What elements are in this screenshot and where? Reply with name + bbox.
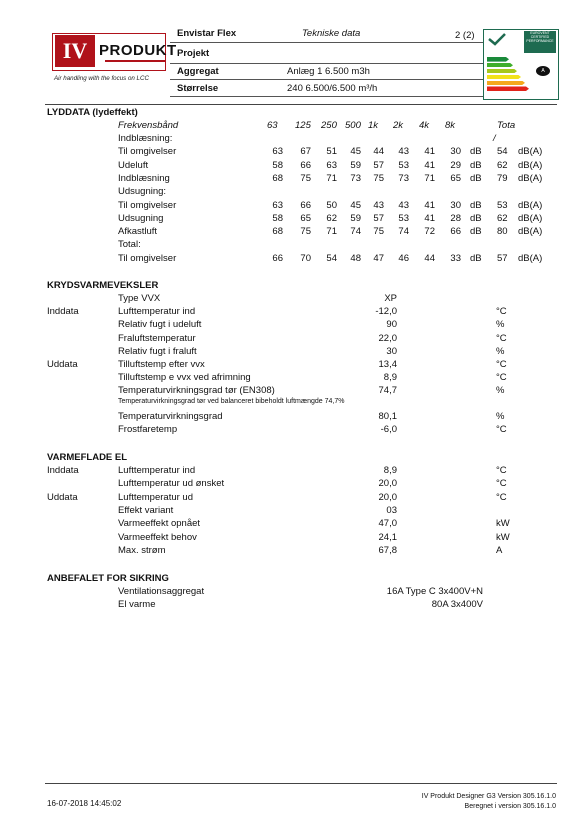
sound-value: 66 xyxy=(272,253,283,264)
sound-value: 62 xyxy=(326,213,337,224)
sound-row-label: Til omgivelser xyxy=(118,253,177,264)
sound-value: 57 xyxy=(373,213,384,224)
row-label: Varmeeffekt opnået xyxy=(118,518,201,529)
sound-value: 41 xyxy=(424,200,435,211)
sound-value: 72 xyxy=(424,226,435,237)
row-label: Fraluftstemperatur xyxy=(118,333,196,344)
row-value: 20,0 xyxy=(378,478,397,489)
row-value: -12,0 xyxy=(375,306,397,317)
row-value: 80,1 xyxy=(378,411,397,422)
header-label-aggregat: Aggregat xyxy=(177,66,219,77)
sound-value: 43 xyxy=(398,200,409,211)
row-unit: kW xyxy=(496,532,510,543)
row-value: 8,9 xyxy=(383,465,397,476)
footer-calc-version: Beregnet i version 305.16.1.0 xyxy=(464,803,556,810)
sound-value: 63 xyxy=(326,160,337,171)
row-label: Temperaturvirkningsgrad tør (EN308) xyxy=(118,385,275,396)
header-rule xyxy=(170,96,515,97)
row-label: Max. strøm xyxy=(118,545,166,556)
sound-value: 59 xyxy=(350,213,361,224)
sound-unit: dB xyxy=(470,213,482,224)
row-unit: kW xyxy=(496,518,510,529)
lyddata-total-slash: / xyxy=(493,133,496,144)
row-unit: °C xyxy=(496,333,507,344)
header-value-storrelse: 240 6.500/6.500 m³/h xyxy=(287,83,378,94)
document-title: Tekniske data xyxy=(302,28,361,39)
row-label: Varmeeffekt behov xyxy=(118,532,197,543)
sound-value: 58 xyxy=(272,213,283,224)
sound-value: 66 xyxy=(300,160,311,171)
eurovent-label: EUROVENT CERTIFIED PERFORMANCE xyxy=(524,31,556,53)
energy-class-badge: A xyxy=(536,66,550,76)
footer-version: IV Produkt Designer G3 Version 305.16.1.0 xyxy=(421,793,556,800)
sound-value: 57 xyxy=(373,160,384,171)
sound-total-unit: dB(A) xyxy=(518,253,543,264)
frequency-band-label: 2k xyxy=(393,120,404,131)
sound-row-label: Udeluft xyxy=(118,160,149,171)
frequency-band-label: 125 xyxy=(295,120,311,131)
sound-row-label: Til omgivelser xyxy=(118,146,177,157)
sound-value: 63 xyxy=(272,200,283,211)
row-value: 8,9 xyxy=(383,372,397,383)
row-label: Tilluftstemp e vvx ved afrimning xyxy=(118,372,251,383)
sound-value: 44 xyxy=(424,253,435,264)
sound-row-label: Indblæsning xyxy=(118,173,170,184)
sound-value: 47 xyxy=(373,253,384,264)
sound-value: 51 xyxy=(326,146,337,157)
sound-value: 30 xyxy=(450,200,461,211)
lyddata-header-label: Frekvensbånd xyxy=(118,120,179,131)
sound-value: 48 xyxy=(350,253,361,264)
row-value: 67,8 xyxy=(378,545,397,556)
sound-value: 43 xyxy=(398,146,409,157)
section-title-lyddata: LYDDATA (lydeffekt) xyxy=(47,107,138,118)
logo-tagline: Air handling with the focus on LCC xyxy=(54,75,149,82)
sound-value: 71 xyxy=(326,173,337,184)
row-label: Type VVX xyxy=(118,293,161,304)
sound-row-label: Udsugning: xyxy=(118,186,167,197)
section-title-varmeflade: VARMEFLADE EL xyxy=(47,452,128,463)
row-label: Lufttemperatur ud ønsket xyxy=(118,478,225,489)
row-unit: °C xyxy=(496,424,507,435)
sound-total: 53 xyxy=(497,200,508,211)
header-label-storrelse: Størrelse xyxy=(177,83,219,94)
row-group-label: Inddata xyxy=(47,465,79,476)
sound-value: 29 xyxy=(450,160,461,171)
sound-value: 68 xyxy=(272,173,283,184)
sound-total-unit: dB(A) xyxy=(518,160,543,171)
row-unit: °C xyxy=(496,306,507,317)
sound-value: 50 xyxy=(326,200,337,211)
sound-unit: dB xyxy=(470,160,482,171)
row-unit: °C xyxy=(496,359,507,370)
eurovent-certificate xyxy=(483,29,559,100)
lyddata-total-header: Tota xyxy=(497,120,516,131)
sound-value: 33 xyxy=(450,253,461,264)
sound-total-unit: dB(A) xyxy=(518,146,543,157)
sound-unit: dB xyxy=(470,253,482,264)
frequency-band-label: 1k xyxy=(368,120,379,131)
header-value-aggregat: Anlæg 1 6.500 m3h xyxy=(287,66,370,77)
sound-unit: dB xyxy=(470,173,482,184)
sound-value: 73 xyxy=(398,173,409,184)
sound-total-unit: dB(A) xyxy=(518,213,543,224)
row-label: Temperaturvirkningsgrad xyxy=(118,411,223,422)
frequency-band-label: 4k xyxy=(419,120,430,131)
sound-total: 80 xyxy=(497,226,508,237)
row-label: Effekt variant xyxy=(118,505,174,516)
row-unit: °C xyxy=(496,465,507,476)
header-rule xyxy=(170,63,515,64)
row-group-label: Uddata xyxy=(47,492,78,503)
frequency-band-label: 63 xyxy=(267,120,278,131)
row-unit: °C xyxy=(496,478,507,489)
sound-value: 45 xyxy=(350,200,361,211)
sound-value: 44 xyxy=(373,146,384,157)
sound-value: 30 xyxy=(450,146,461,157)
sound-value: 75 xyxy=(300,226,311,237)
sound-value: 75 xyxy=(373,173,384,184)
sound-row-label: Afkastluft xyxy=(118,226,158,237)
iv-produkt-logo xyxy=(52,33,177,71)
sound-value: 68 xyxy=(272,226,283,237)
fuse-value: 80A 3x400V xyxy=(431,599,483,610)
logo-wordmark: PRODUKT xyxy=(99,42,177,59)
sound-row-label: Total: xyxy=(118,239,141,250)
row-group-label: Inddata xyxy=(47,306,79,317)
frequency-band-label: 250 xyxy=(321,120,337,131)
row-label: Lufttemperatur ind xyxy=(118,306,196,317)
frequency-band-label: 500 xyxy=(345,120,361,131)
sound-total-unit: dB(A) xyxy=(518,173,543,184)
krydsvarmeveksler-note: Temperaturvirkningsgrad tør ved balanceret bibeholdt luftmængde 74,7% xyxy=(118,398,345,405)
row-value: 20,0 xyxy=(378,492,397,503)
sound-value: 71 xyxy=(326,226,337,237)
header-rule xyxy=(170,79,515,80)
sound-value: 65 xyxy=(450,173,461,184)
logo-iv-mark: IV xyxy=(55,35,95,67)
row-unit: % xyxy=(496,319,505,330)
row-unit: °C xyxy=(496,372,507,383)
sound-value: 54 xyxy=(326,253,337,264)
page-number: 2 (2) xyxy=(455,30,475,41)
row-unit: % xyxy=(496,346,505,357)
sound-value: 71 xyxy=(424,173,435,184)
sound-total-unit: dB(A) xyxy=(518,226,543,237)
row-label: Lufttemperatur ind xyxy=(118,465,196,476)
fuse-value: 16A Type C 3x400V+N xyxy=(386,586,483,597)
sound-value: 28 xyxy=(450,213,461,224)
sound-value: 41 xyxy=(424,213,435,224)
row-value: 22,0 xyxy=(378,333,397,344)
fuse-label: El varme xyxy=(118,599,156,610)
sound-row-label: Udsugning xyxy=(118,213,164,224)
row-value: -6,0 xyxy=(380,424,397,435)
sound-value: 43 xyxy=(373,200,384,211)
row-value: 30 xyxy=(386,346,397,357)
sound-total: 57 xyxy=(497,253,508,264)
sound-total: 79 xyxy=(497,173,508,184)
row-label: Relativ fugt i fraluft xyxy=(118,346,197,357)
sound-value: 74 xyxy=(350,226,361,237)
row-value: 24,1 xyxy=(378,532,397,543)
fuse-label: Ventilationsaggregat xyxy=(118,586,205,597)
row-value: 47,0 xyxy=(378,518,397,529)
logo-underline xyxy=(105,60,165,70)
row-label: Frostfaretemp xyxy=(118,424,178,435)
header-label-projekt: Projekt xyxy=(177,48,210,59)
sound-value: 65 xyxy=(300,213,311,224)
sound-value: 63 xyxy=(272,146,283,157)
row-unit: % xyxy=(496,385,505,396)
sound-value: 59 xyxy=(350,160,361,171)
row-value: 74,7 xyxy=(378,385,397,396)
row-value: 03 xyxy=(386,505,397,516)
sound-value: 67 xyxy=(300,146,311,157)
section-title-sikring: ANBEFALET FOR SIKRING xyxy=(47,573,169,584)
sound-value: 66 xyxy=(450,226,461,237)
sound-row-label: Til omgivelser xyxy=(118,200,177,211)
sound-total: 62 xyxy=(497,160,508,171)
energy-class-bars xyxy=(487,57,529,92)
row-label: Relativ fugt i udeluft xyxy=(118,319,202,330)
sound-value: 73 xyxy=(350,173,361,184)
section-title-krydsvarmeveksler: KRYDSVARMEVEKSLER xyxy=(47,280,159,291)
sound-value: 70 xyxy=(300,253,311,264)
footer-rule xyxy=(45,783,557,784)
sound-value: 58 xyxy=(272,160,283,171)
sound-unit: dB xyxy=(470,226,482,237)
sound-total: 54 xyxy=(497,146,508,157)
row-value: 90 xyxy=(386,319,397,330)
sound-value: 41 xyxy=(424,160,435,171)
header-rule xyxy=(170,42,515,43)
sound-unit: dB xyxy=(470,146,482,157)
sound-value: 45 xyxy=(350,146,361,157)
eurovent-check-icon xyxy=(487,32,507,46)
sound-total-unit: dB(A) xyxy=(518,200,543,211)
sound-total: 62 xyxy=(497,213,508,224)
sound-value: 75 xyxy=(300,173,311,184)
sound-value: 41 xyxy=(424,146,435,157)
row-label: Lufttemperatur ud xyxy=(118,492,193,503)
sound-value: 53 xyxy=(398,213,409,224)
row-unit: A xyxy=(496,545,503,556)
frequency-band-label: 8k xyxy=(445,120,456,131)
footer-date: 16-07-2018 14:45:02 xyxy=(47,799,122,808)
section-rule xyxy=(45,104,557,105)
row-unit: % xyxy=(496,411,505,422)
sound-value: 74 xyxy=(398,226,409,237)
sound-row-label: Indblæsning: xyxy=(118,133,173,144)
row-group-label: Uddata xyxy=(47,359,78,370)
sound-value: 53 xyxy=(398,160,409,171)
row-value: 13,4 xyxy=(378,359,397,370)
row-label: Tilluftstemp efter vvx xyxy=(118,359,205,370)
row-value: XP xyxy=(384,293,397,304)
sound-value: 46 xyxy=(398,253,409,264)
sound-value: 66 xyxy=(300,200,311,211)
sound-unit: dB xyxy=(470,200,482,211)
row-unit: °C xyxy=(496,492,507,503)
sound-value: 75 xyxy=(373,226,384,237)
product-name: Envistar Flex xyxy=(177,28,237,39)
